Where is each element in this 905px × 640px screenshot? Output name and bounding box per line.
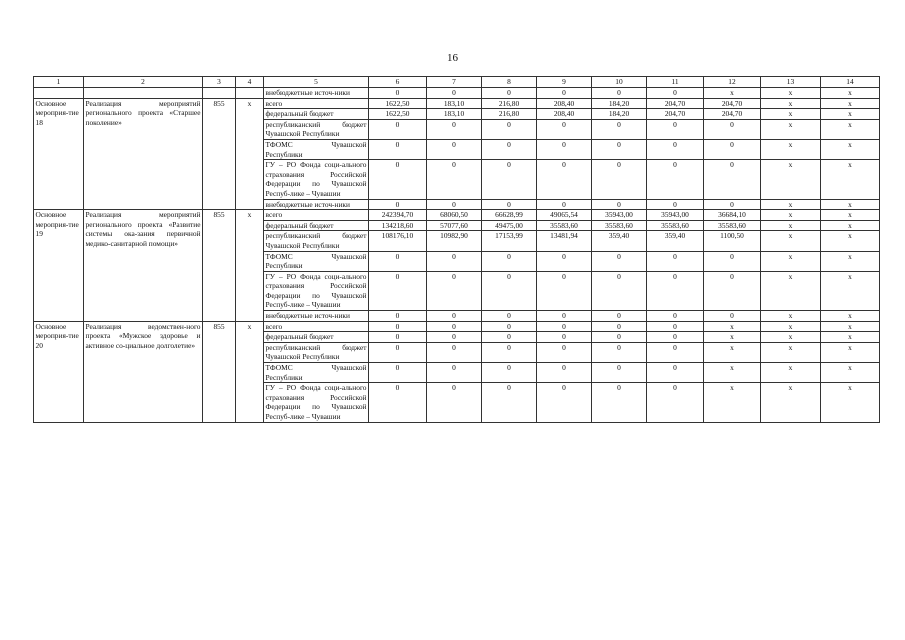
value-cell: 35583,60 xyxy=(537,220,592,231)
value-cell: x xyxy=(704,88,761,99)
value-cell: 204,70 xyxy=(647,109,704,120)
value-cell: 0 xyxy=(427,160,482,199)
value-cell: x xyxy=(821,119,880,139)
event-label: Основное мероприя-тие 18 xyxy=(34,98,84,210)
value-cell: 0 xyxy=(647,321,704,332)
value-cell: 66628,99 xyxy=(482,210,537,221)
code-cell: 855 xyxy=(203,98,236,210)
value-cell: 10982,90 xyxy=(427,231,482,251)
funding-source: внебюджетные источ-ники xyxy=(264,311,369,322)
value-cell: x xyxy=(821,363,880,383)
value-cell: 0 xyxy=(592,199,647,210)
funding-source: ГУ – РО Фонда соци-ального страхования Российской Федерации по Чувашской Респуб-лике – Чувашии xyxy=(265,271,367,310)
code-cell: 855 xyxy=(203,210,236,322)
value-cell: 208,40 xyxy=(537,98,592,109)
value-cell: x xyxy=(761,160,821,199)
value-cell: 0 xyxy=(369,139,427,159)
value-cell: 0 xyxy=(369,321,427,332)
value-cell: x xyxy=(821,160,880,199)
code-cell: 855 xyxy=(203,321,236,422)
value-cell: 0 xyxy=(592,342,647,362)
value-cell: 216,80 xyxy=(482,109,537,120)
value-cell: 0 xyxy=(427,88,482,99)
event-title: Реализация мероприятий регионального проекта «Старшее поколение» xyxy=(84,98,203,210)
value-cell: 0 xyxy=(369,383,427,422)
value-cell: 0 xyxy=(427,119,482,139)
value-cell: 0 xyxy=(647,363,704,383)
funding-source: всего xyxy=(264,321,369,332)
value-cell: 35583,60 xyxy=(647,220,704,231)
value-cell: 134218,60 xyxy=(369,220,427,231)
value-cell: 0 xyxy=(482,321,537,332)
value-cell: x xyxy=(821,311,880,322)
column-number: 8 xyxy=(482,77,537,88)
value-cell: 0 xyxy=(427,363,482,383)
value-cell: 0 xyxy=(537,119,592,139)
table-row xyxy=(34,210,880,221)
value-cell: 184,20 xyxy=(592,98,647,109)
value-cell: 0 xyxy=(369,332,427,343)
empty-cell xyxy=(236,88,264,99)
value-cell: 0 xyxy=(647,342,704,362)
value-cell: 0 xyxy=(592,321,647,332)
value-cell: 0 xyxy=(482,199,537,210)
value-cell: x xyxy=(821,271,880,310)
value-cell: x xyxy=(821,321,880,332)
column-number: 14 xyxy=(821,77,880,88)
value-cell: x xyxy=(821,220,880,231)
value-cell: 204,70 xyxy=(704,98,761,109)
value-cell: 0 xyxy=(482,251,537,271)
value-cell: 0 xyxy=(482,342,537,362)
column-number: 4 xyxy=(236,77,264,88)
value-cell: 35943,00 xyxy=(592,210,647,221)
value-cell: 0 xyxy=(427,251,482,271)
value-cell: 0 xyxy=(537,342,592,362)
value-cell: 0 xyxy=(647,139,704,159)
value-cell: 183,10 xyxy=(427,109,482,120)
funding-source: ТФОМС Чувашской Республики xyxy=(265,363,367,382)
value-cell: x xyxy=(704,332,761,343)
value-cell: x xyxy=(761,251,821,271)
value-cell: 1622,50 xyxy=(369,109,427,120)
budget-table xyxy=(33,76,880,423)
value-cell: x xyxy=(821,88,880,99)
value-cell: 0 xyxy=(647,251,704,271)
value-cell: x xyxy=(761,119,821,139)
value-cell: 0 xyxy=(592,383,647,422)
value-cell: 0 xyxy=(592,139,647,159)
funding-source: республиканский бюджет Чувашской Республики xyxy=(265,342,367,362)
value-cell: 0 xyxy=(482,88,537,99)
value-cell: 0 xyxy=(704,271,761,310)
page-number: 16 xyxy=(447,52,458,64)
value-cell: 0 xyxy=(427,199,482,210)
funding-source: всего xyxy=(264,98,369,109)
value-cell: 49065,54 xyxy=(537,210,592,221)
funding-source: ГУ – РО Фонда соци-ального страхования Российской Федерации по Чувашской Респуб-лике – Чувашии xyxy=(265,160,367,198)
value-cell: x xyxy=(704,383,761,422)
value-cell: 0 xyxy=(647,271,704,310)
value-cell: x xyxy=(761,139,821,159)
value-cell: 204,70 xyxy=(704,109,761,120)
value-cell: 0 xyxy=(537,139,592,159)
column-number-row xyxy=(34,77,880,88)
table-row xyxy=(34,321,880,332)
value-cell: 0 xyxy=(427,311,482,322)
value-cell: x xyxy=(761,220,821,231)
value-cell: x xyxy=(704,342,761,362)
funding-source: ТФОМС Чувашской Республики xyxy=(265,251,367,271)
value-cell: x xyxy=(821,109,880,120)
value-cell: 0 xyxy=(647,332,704,343)
funding-source: внебюджетные источ-ники xyxy=(264,88,369,99)
value-cell: x xyxy=(761,88,821,99)
value-cell: 49475,00 xyxy=(482,220,537,231)
value-cell: 0 xyxy=(482,271,537,310)
value-cell: 0 xyxy=(704,139,761,159)
value-cell: x xyxy=(761,383,821,422)
value-cell: 0 xyxy=(369,199,427,210)
value-cell: 0 xyxy=(369,251,427,271)
value-cell: 242394,70 xyxy=(369,210,427,221)
value-cell: x xyxy=(821,332,880,343)
value-cell: 0 xyxy=(647,88,704,99)
event-label: Основное мероприя-тие 20 xyxy=(34,321,84,422)
value-cell: 0 xyxy=(592,160,647,199)
value-cell: x xyxy=(761,210,821,221)
value-cell: 183,10 xyxy=(427,98,482,109)
value-cell: 0 xyxy=(647,383,704,422)
value-cell: 0 xyxy=(369,119,427,139)
funding-source: внебюджетные источ-ники xyxy=(264,199,369,210)
value-cell: x xyxy=(761,342,821,362)
value-cell: 0 xyxy=(647,119,704,139)
value-cell: x xyxy=(821,251,880,271)
event-title: Реализация ведомствен-ного проекта «Мужское здоровье и активное со-циальное долголетие» xyxy=(84,321,203,422)
value-cell: 0 xyxy=(427,271,482,310)
value-cell: 0 xyxy=(537,332,592,343)
value-cell: x xyxy=(761,271,821,310)
value-cell: x xyxy=(821,199,880,210)
value-cell: x xyxy=(704,363,761,383)
value-cell: 359,40 xyxy=(647,231,704,251)
value-cell: x xyxy=(821,139,880,159)
value-cell: 0 xyxy=(427,139,482,159)
value-cell: 0 xyxy=(704,119,761,139)
table-row xyxy=(34,98,880,109)
value-cell: 0 xyxy=(427,383,482,422)
value-cell: 0 xyxy=(482,363,537,383)
column-number: 2 xyxy=(84,77,203,88)
column-number: 3 xyxy=(203,77,236,88)
value-cell: x xyxy=(821,383,880,422)
empty-cell xyxy=(203,88,236,99)
value-cell: 0 xyxy=(537,160,592,199)
value-cell: x xyxy=(761,321,821,332)
value-cell: x xyxy=(704,321,761,332)
value-cell: 0 xyxy=(592,119,647,139)
funding-source: всего xyxy=(264,210,369,221)
value-cell: 1622,50 xyxy=(369,98,427,109)
value-cell: x xyxy=(761,311,821,322)
value-cell: x xyxy=(761,332,821,343)
value-cell: x xyxy=(761,363,821,383)
value-cell: x xyxy=(761,231,821,251)
value-cell: 108176,10 xyxy=(369,231,427,251)
value-cell: 0 xyxy=(537,199,592,210)
value-cell: x xyxy=(821,231,880,251)
funding-source: федеральный бюджет xyxy=(264,109,369,120)
funding-source: федеральный бюджет xyxy=(264,220,369,231)
value-cell: x xyxy=(761,199,821,210)
value-cell: 0 xyxy=(647,160,704,199)
value-cell: 0 xyxy=(369,160,427,199)
column-number: 12 xyxy=(704,77,761,88)
value-cell: 359,40 xyxy=(592,231,647,251)
value-cell: 0 xyxy=(537,383,592,422)
value-cell: 0 xyxy=(537,363,592,383)
empty-cell xyxy=(34,88,84,99)
column-number: 9 xyxy=(537,77,592,88)
funding-source: федеральный бюджет xyxy=(264,332,369,343)
value-cell: 0 xyxy=(482,160,537,199)
value-cell: 1100,50 xyxy=(704,231,761,251)
value-cell: 13481,94 xyxy=(537,231,592,251)
mark-cell: x xyxy=(236,98,264,210)
value-cell: 0 xyxy=(592,251,647,271)
value-cell: 0 xyxy=(592,363,647,383)
value-cell: 17153,99 xyxy=(482,231,537,251)
value-cell: x xyxy=(761,109,821,120)
column-number: 13 xyxy=(761,77,821,88)
column-number: 6 xyxy=(369,77,427,88)
value-cell: 208,40 xyxy=(537,109,592,120)
column-number: 10 xyxy=(592,77,647,88)
value-cell: 0 xyxy=(647,311,704,322)
value-cell: 0 xyxy=(592,332,647,343)
value-cell: 0 xyxy=(592,88,647,99)
value-cell: 0 xyxy=(537,321,592,332)
event-label: Основное мероприя-тие 19 xyxy=(34,210,84,322)
value-cell: 0 xyxy=(704,251,761,271)
empty-cell xyxy=(84,88,203,99)
value-cell: 0 xyxy=(369,88,427,99)
value-cell: 0 xyxy=(647,199,704,210)
value-cell: x xyxy=(821,342,880,362)
value-cell: 0 xyxy=(704,199,761,210)
column-number: 7 xyxy=(427,77,482,88)
mark-cell: x xyxy=(236,210,264,322)
value-cell: 0 xyxy=(369,342,427,362)
value-cell: 35583,60 xyxy=(704,220,761,231)
value-cell: 0 xyxy=(427,342,482,362)
value-cell: 68060,50 xyxy=(427,210,482,221)
value-cell: 0 xyxy=(592,271,647,310)
value-cell: 0 xyxy=(482,139,537,159)
value-cell: x xyxy=(821,210,880,221)
value-cell: 204,70 xyxy=(647,98,704,109)
value-cell: 35943,00 xyxy=(647,210,704,221)
value-cell: 0 xyxy=(482,119,537,139)
value-cell: 216,80 xyxy=(482,98,537,109)
value-cell: 0 xyxy=(704,311,761,322)
funding-source: ТФОМС Чувашской Республики xyxy=(265,139,367,159)
value-cell: 0 xyxy=(482,383,537,422)
mark-cell: x xyxy=(236,321,264,422)
column-number: 5 xyxy=(264,77,369,88)
column-number: 1 xyxy=(34,77,84,88)
value-cell: 0 xyxy=(537,311,592,322)
event-title: Реализация мероприятий регионального проекта «Развитие системы ока-зания первичной медико-санитарной помощи» xyxy=(84,210,203,322)
value-cell: x xyxy=(761,98,821,109)
value-cell: 57077,60 xyxy=(427,220,482,231)
value-cell: 0 xyxy=(592,311,647,322)
value-cell: 0 xyxy=(482,311,537,322)
value-cell: 0 xyxy=(537,88,592,99)
value-cell: 0 xyxy=(369,311,427,322)
value-cell: 36684,10 xyxy=(704,210,761,221)
value-cell: 0 xyxy=(537,251,592,271)
value-cell: 0 xyxy=(427,332,482,343)
value-cell: 0 xyxy=(482,332,537,343)
funding-source: республиканский бюджет Чувашской Республики xyxy=(265,231,367,250)
value-cell: x xyxy=(821,98,880,109)
value-cell: 35583,60 xyxy=(592,220,647,231)
value-cell: 0 xyxy=(369,363,427,383)
value-cell: 0 xyxy=(427,321,482,332)
value-cell: 0 xyxy=(369,271,427,310)
table-row xyxy=(34,88,880,99)
value-cell: 0 xyxy=(704,160,761,199)
funding-source: ГУ – РО Фонда соци-ального страхования Российской Федерации по Чувашской Респуб-лике – Чувашии xyxy=(265,383,367,421)
column-number: 11 xyxy=(647,77,704,88)
value-cell: 184,20 xyxy=(592,109,647,120)
funding-source: республиканский бюджет Чувашской Республики xyxy=(265,119,367,139)
value-cell: 0 xyxy=(537,271,592,310)
